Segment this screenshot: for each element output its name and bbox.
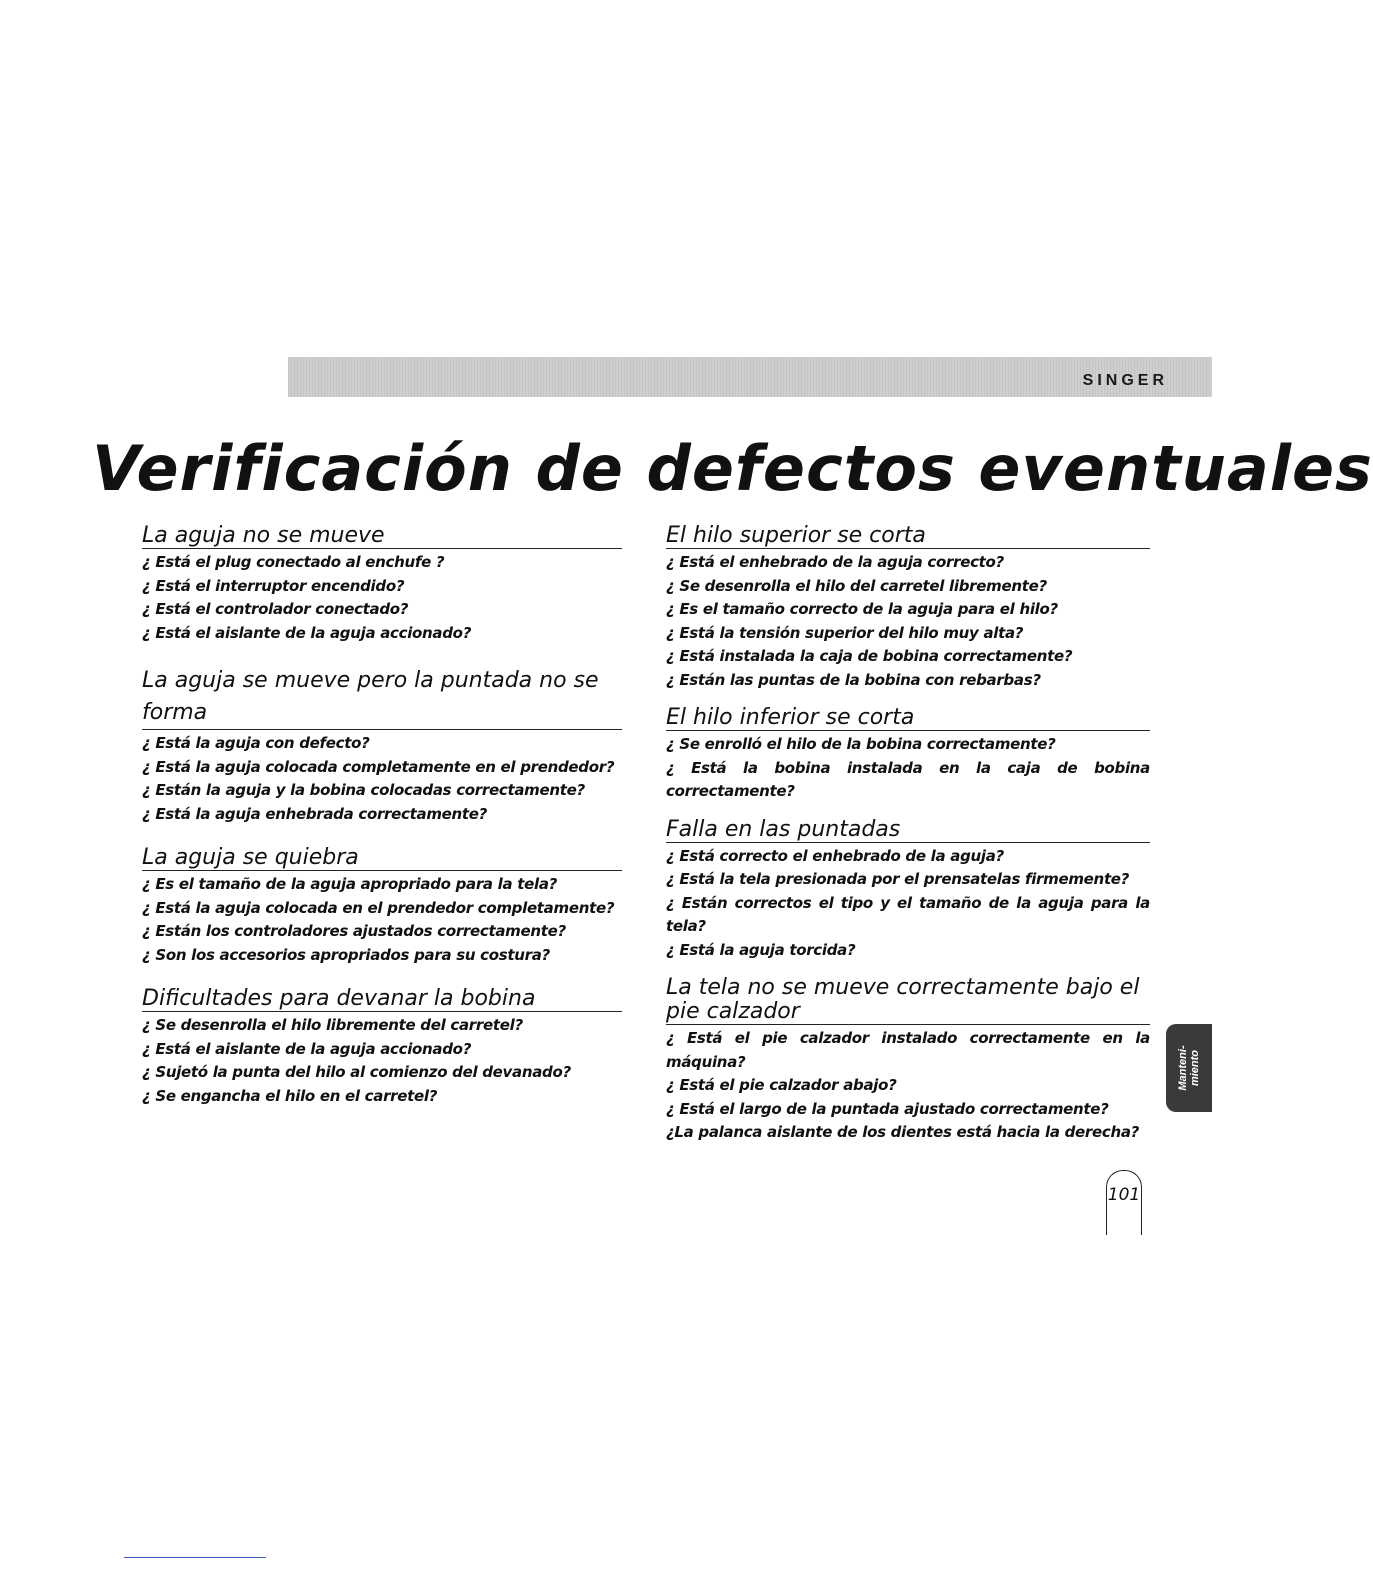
section-hilo-superior [666,524,1150,692]
brand-logo: SINGER [1082,372,1168,389]
section-aguja-no-se-mueve [142,524,622,645]
question-item: ¿ Está la aguja colocada completamente en el prendedor? [142,757,615,776]
section-tab-line2: miento [1189,1049,1201,1087]
question-item: ¿ Se enrolló el hilo de la bobina correctamente? [666,735,1056,753]
question-item: ¿ Es el tamaño de la aguja apropriado para la tela? [142,875,558,893]
question-list [142,873,622,967]
question-item: ¿ Están las puntas de la bobina con rebarbas? [666,670,1041,689]
header-band [288,357,1212,397]
section-devanar-bobina [142,987,622,1108]
question-item: ¿ Se desenrolla el hilo del carretel libremente? [666,576,1047,595]
question-item: ¿ Se desenrolla el hilo libremente del carretel? [142,1016,523,1034]
question-item: ¿ Está correcto el enhebrado de la aguja? [666,846,1004,865]
page-number-frame [1106,1170,1142,1235]
section-tela-no-se-mueve [666,976,1150,1145]
question-item: ¿ Está el enhebrado de la aguja correcto? [666,553,1004,571]
question-list [666,733,1150,804]
section-falla-puntadas [666,818,1150,963]
question-item: ¿ Está instalada la caja de bobina correctamente? [666,647,1073,665]
section-tab-line1: Manteni- [1177,1045,1189,1091]
question-item: ¿ Están los controladores ajustados correctamente? [142,922,566,940]
question-list [666,845,1150,963]
section-hilo-inferior [666,706,1150,804]
section-title: La aguja se quiebra [142,846,622,871]
question-list [666,1027,1150,1145]
page-title: Verificación de defectos eventuales [92,432,1373,505]
section-title: El hilo superior se corta [666,524,1150,549]
question-item: ¿ Está el largo de la puntada ajustado correctamente? [666,1099,1109,1118]
page-number: 101 [1107,1185,1141,1205]
question-list [142,1014,622,1108]
question-item: ¿ Son los accesorios apropriados para su costura? [142,945,550,964]
section-tab-mantenimiento [1166,1024,1212,1112]
question-item: ¿ Está el controlador conectado? [142,600,409,618]
question-list [142,551,622,645]
question-item: ¿ Está el aislante de la aguja accionado? [142,1039,472,1058]
question-item: ¿ Está el pie calzador abajo? [666,1076,897,1094]
question-item: ¿ Está el pie calzador instalado correctamente en la máquina? [666,1029,1150,1071]
question-item: ¿ Está la aguja colocada en el prendedor completamente? [142,898,615,917]
section-title: El hilo inferior se corta [666,706,1150,731]
question-item: ¿ Sujetó la punta del hilo al comienzo del devanado? [142,1063,571,1081]
question-item: ¿ Está la aguja con defecto? [142,734,370,752]
question-item: ¿La palanca aislante de los dientes está hacia la derecha? [666,1123,1140,1141]
question-item: ¿ Están la aguja y la bobina colocadas correctamente? [142,781,585,799]
footer-rule [124,1557,266,1558]
question-item: ¿ Está la tela presionada por el prensatelas firmemente? [666,870,1130,888]
question-item: ¿ Es el tamaño correcto de la aguja para el hilo? [666,600,1058,618]
question-item: ¿ Está el interruptor encendido? [142,576,405,595]
right-column [666,524,1150,1159]
question-item: ¿ Está la tensión superior del hilo muy alta? [666,623,1024,642]
section-title: Falla en las puntadas [666,818,1150,843]
section-title: Dificultades para devanar la bobina [142,987,622,1012]
section-puntada-no-se-forma [142,665,622,826]
question-item: ¿ Está el plug conectado al enchufe ? [142,553,445,571]
question-item: ¿ Está el aislante de la aguja accionado? [142,623,472,642]
question-list [142,732,622,826]
question-item: ¿ Está la aguja torcida? [666,940,856,959]
section-title: La aguja no se mueve [142,524,622,549]
question-list [666,551,1150,692]
section-title: La tela no se mueve correctamente bajo el pie calzador [666,976,1150,1025]
section-title: La aguja se mueve pero la puntada no se forma [142,665,622,730]
question-item: ¿ Están correctos el tipo y el tamaño de la aguja para la tela? [666,893,1150,935]
question-item: ¿ Está la bobina instalada en la caja de bobina correctamente? [666,758,1150,800]
section-aguja-se-quiebra [142,846,622,967]
question-item: ¿ Está la aguja enhebrada correctamente? [142,804,488,823]
left-column [142,524,622,1128]
section-tab-label [1177,1045,1201,1090]
question-item: ¿ Se engancha el hilo en el carretel? [142,1086,438,1105]
